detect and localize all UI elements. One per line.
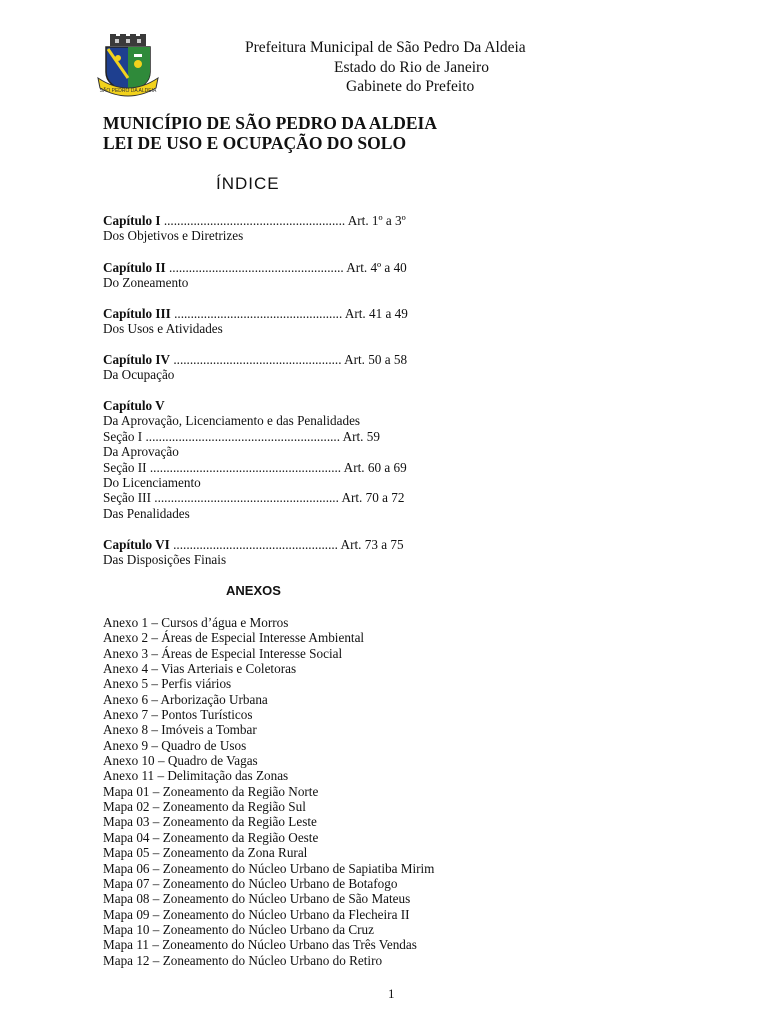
header-line-2: Estado do Rio de Janeiro: [334, 59, 489, 76]
article-range: Art. 50 a 58: [344, 352, 408, 367]
annex-item: Anexo 4 – Vias Arteriais e Coletoras: [103, 661, 297, 677]
annex-item: Anexo 8 – Imóveis a Tombar: [103, 722, 257, 738]
annex-item: Anexo 1 – Cursos d’água e Morros: [103, 615, 289, 630]
map-item: Mapa 07 – Zoneamento do Núcleo Urbano de Botafogo: [103, 875, 398, 891]
dot-leader: ..................................................: [169, 537, 341, 552]
article-range: Art. 59: [342, 428, 380, 444]
section-label: Seção II: [103, 459, 147, 475]
map-item: Mapa 10 – Zoneamento do Núcleo Urbano da Cruz: [103, 921, 374, 937]
document-title-line-2: LEI DE USO E OCUPAÇÃO DO SOLO: [103, 133, 407, 153]
article-range: Art. 73 a 75: [340, 537, 404, 552]
annex-item: Anexo 5 – Perfis viários: [103, 676, 232, 692]
map-item: Mapa 03 – Zoneamento da Região Leste: [103, 814, 317, 830]
annexes-list: [103, 615, 434, 968]
annex-item: Anexo 9 – Quadro de Usos: [103, 737, 247, 753]
map-item: Mapa 01 – Zoneamento da Região Norte: [103, 783, 319, 799]
dot-leader: ...................................................: [170, 306, 345, 321]
dot-leader: ...................................................: [170, 352, 345, 367]
article-range: Art. 1º a 3º: [347, 213, 406, 228]
map-item: Mapa 09 – Zoneamento do Núcleo Urbano da Flecheira II: [103, 906, 410, 922]
dot-leader: ........................................................: [150, 490, 342, 506]
chapter-label: Capítulo III: [103, 306, 171, 321]
chapter-entry: [103, 352, 407, 383]
crest-ribbon-text: SÃO PEDRO DA ALDEIA: [99, 88, 157, 94]
chapter-entry: [103, 213, 406, 244]
chapter-description: Da Aprovação, Licenciamento e das Penalidades: [103, 413, 361, 429]
map-item: Mapa 02 – Zoneamento da Região Sul: [103, 799, 306, 815]
document-title-line-1: MUNICÍPIO DE SÃO PEDRO DA ALDEIA: [103, 113, 437, 133]
map-item: Mapa 11 – Zoneamento do Núcleo Urbano das Três Vendas: [103, 937, 417, 953]
chapter-description: Da Ocupação: [103, 367, 175, 383]
annexes-heading: ANEXOS: [226, 583, 281, 598]
chapter-description: Das Disposições Finais: [103, 552, 227, 568]
dot-leader: ..........................................................: [146, 459, 344, 475]
annex-item: Anexo 6 – Arborização Urbana: [103, 691, 268, 707]
article-range: Art. 60 a 69: [343, 459, 407, 475]
chapter-entry: [103, 398, 407, 521]
map-item: Mapa 06 – Zoneamento do Núcleo Urbano de Sapiatiba Mirim: [103, 860, 435, 876]
coat-of-arms-icon: [96, 34, 160, 100]
chapter-entry: [103, 306, 408, 337]
map-item: Mapa 04 – Zoneamento da Região Oeste: [103, 829, 319, 845]
chapter-label: Capítulo II: [103, 260, 166, 275]
annex-item: Anexo 3 – Áreas de Especial Interesse Social: [103, 645, 343, 661]
section-description: Da Aprovação: [103, 444, 179, 460]
section-label: Seção I: [103, 428, 143, 444]
header-line-3: Gabinete do Prefeito: [346, 78, 475, 95]
chapter-description: Dos Usos e Atividades: [103, 321, 223, 337]
chapter-description: Do Zoneamento: [103, 275, 189, 291]
chapter-description: Dos Objetivos e Diretrizes: [103, 228, 244, 244]
section-label: Seção III: [103, 490, 151, 506]
chapter-entry: [103, 537, 404, 568]
article-range: Art. 70 a 72: [341, 490, 405, 506]
chapter-label: Capítulo IV: [103, 352, 171, 367]
dot-leader: ...........................................................: [142, 428, 343, 444]
map-item: Mapa 05 – Zoneamento da Zona Rural: [103, 845, 308, 861]
map-item: Mapa 08 – Zoneamento do Núcleo Urbano de São Mateus: [103, 891, 411, 907]
annex-item: Anexo 11 – Delimitação das Zonas: [103, 768, 289, 784]
chapter-label: Capítulo I: [103, 213, 161, 228]
annex-item: Anexo 7 – Pontos Turísticos: [103, 707, 253, 723]
page-number: 1: [388, 986, 395, 1001]
annex-item: Anexo 10 – Quadro de Vagas: [103, 753, 258, 769]
chapter-entry: [103, 260, 407, 291]
article-range: Art. 41 a 49: [344, 306, 408, 321]
chapter-label: Capítulo VI: [103, 537, 170, 552]
chapter-label: Capítulo V: [103, 398, 165, 413]
article-range: Art. 4º a 40: [346, 260, 407, 275]
dot-leader: .......................................................: [160, 213, 348, 228]
annex-item: Anexo 2 – Áreas de Especial Interesse Ambiental: [103, 630, 365, 646]
section-description: Das Penalidades: [103, 505, 190, 521]
map-item: Mapa 12 – Zoneamento do Núcleo Urbano do Retiro: [103, 952, 383, 968]
dot-leader: .....................................................: [165, 260, 347, 275]
header-line-1: Prefeitura Municipal de São Pedro Da Aldeia: [245, 39, 526, 56]
index-heading: ÍNDICE: [216, 174, 280, 193]
section-description: Do Licenciamento: [103, 475, 201, 491]
